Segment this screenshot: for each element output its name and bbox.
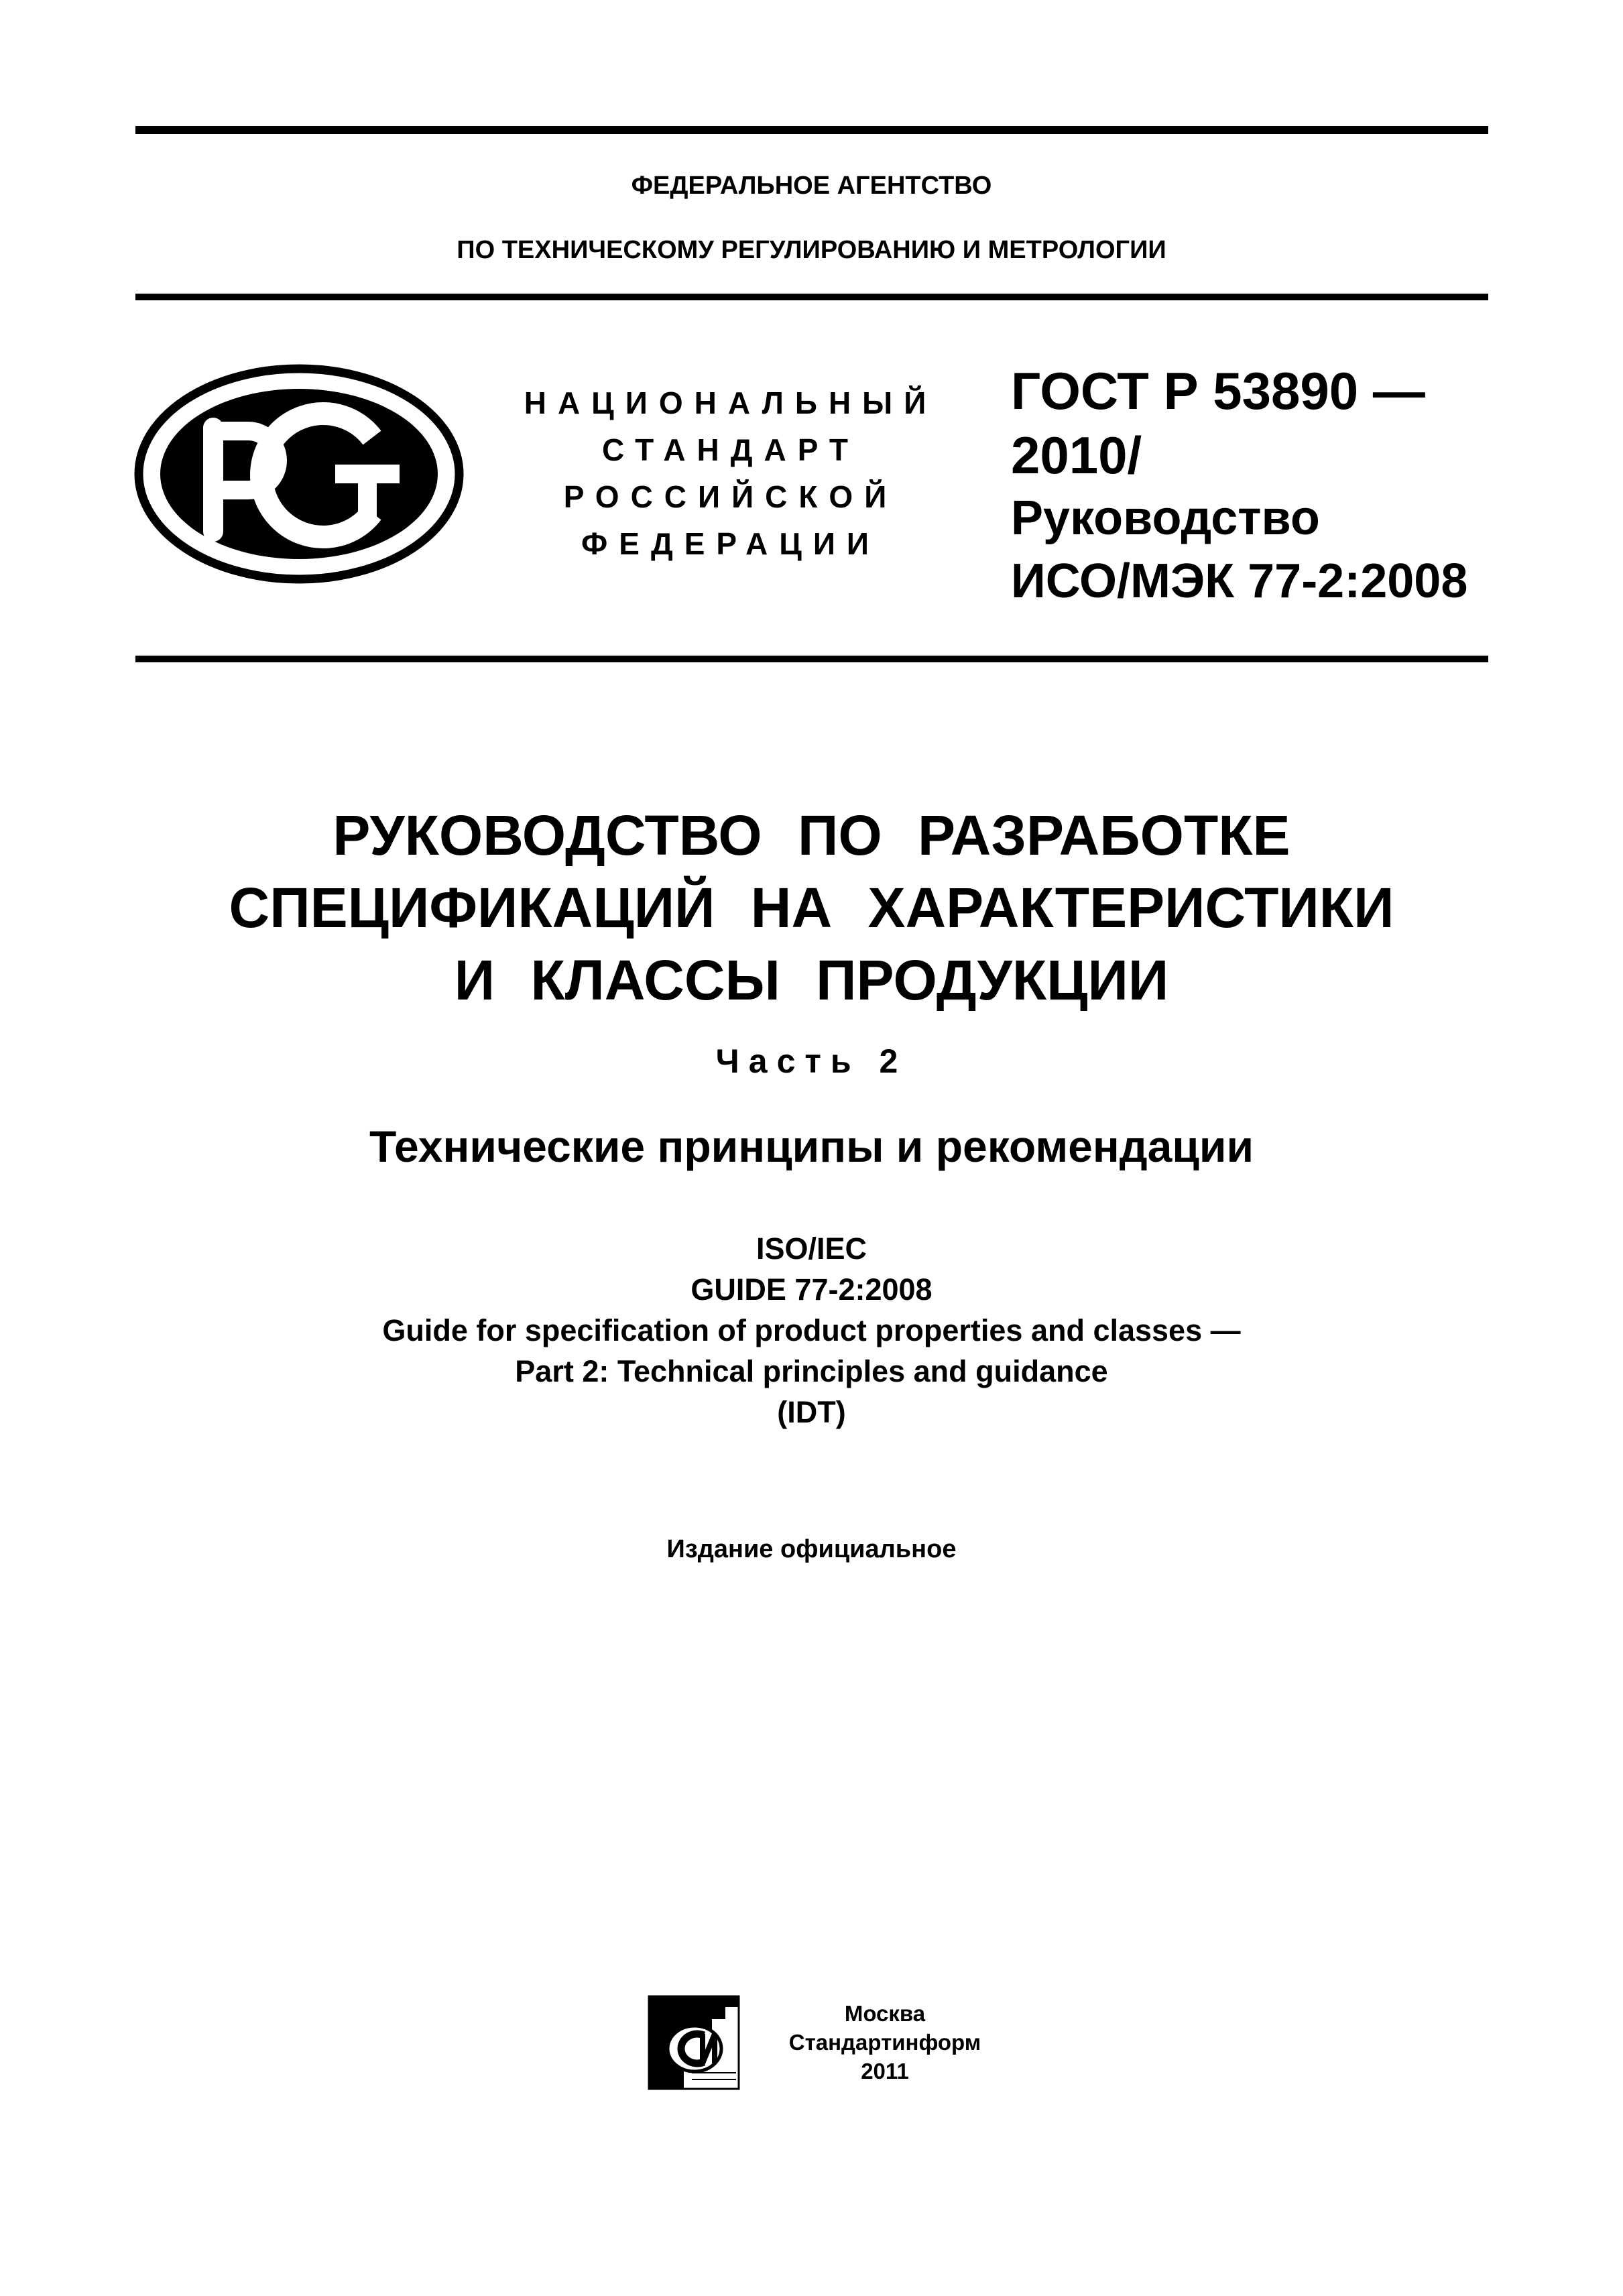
iso-iec-designation: ИСО/МЭК 77-2:2008	[1011, 554, 1468, 608]
standartinform-logo-icon	[645, 1992, 744, 2093]
gost-number: ГОСТ Р 53890 —	[1011, 361, 1425, 420]
national-standard-line-2: СТАНДАРТ	[602, 432, 859, 467]
guide-label: Руководство	[1011, 491, 1320, 545]
iso-line-3: Guide for specification of product properties and classes —	[382, 1313, 1241, 1347]
title-line-2: СПЕЦИФИКАЦИЙ НА ХАРАКТЕРИСТИКИ	[229, 876, 1394, 939]
subtitle: Технические принципы и рекомендации	[369, 1122, 1254, 1171]
national-standard-line-4: ФЕДЕРАЦИИ	[581, 526, 880, 561]
edition-label: Издание официальное	[666, 1535, 957, 1563]
publisher-city: Москва	[844, 2001, 926, 2026]
national-standard-line-3: РОССИЙСКОЙ	[563, 479, 898, 514]
gost-r-logo-icon	[134, 364, 464, 584]
iso-line-1: ISO/IEC	[756, 1231, 867, 1266]
iso-line-4: Part 2: Technical principles and guidance	[515, 1354, 1108, 1388]
title-line-3: И КЛАССЫ ПРОДУКЦИИ	[454, 949, 1169, 1012]
national-standard-line-1: НАЦИОНАЛЬНЫЙ	[524, 385, 938, 420]
publisher-name: Стандартинформ	[788, 2030, 981, 2055]
header-divider	[135, 656, 1488, 662]
agency-line-1: ФЕДЕРАЛЬНОЕ АГЕНТСТВО	[631, 172, 992, 200]
gost-year: 2010/	[1011, 426, 1142, 485]
title-line-1: РУКОВОДСТВО ПО РАЗРАБОТКЕ	[333, 804, 1290, 867]
agency-line-2: ПО ТЕХНИЧЕСКОМУ РЕГУЛИРОВАНИЮ И МЕТРОЛОГИИ	[457, 236, 1166, 264]
iso-line-5: (IDT)	[777, 1395, 846, 1429]
agency-divider	[135, 294, 1488, 300]
publisher-year: 2011	[861, 2059, 909, 2083]
top-rule	[135, 126, 1488, 134]
part-number: Часть 2	[715, 1042, 908, 1080]
iso-line-2: GUIDE 77-2:2008	[690, 1272, 933, 1307]
